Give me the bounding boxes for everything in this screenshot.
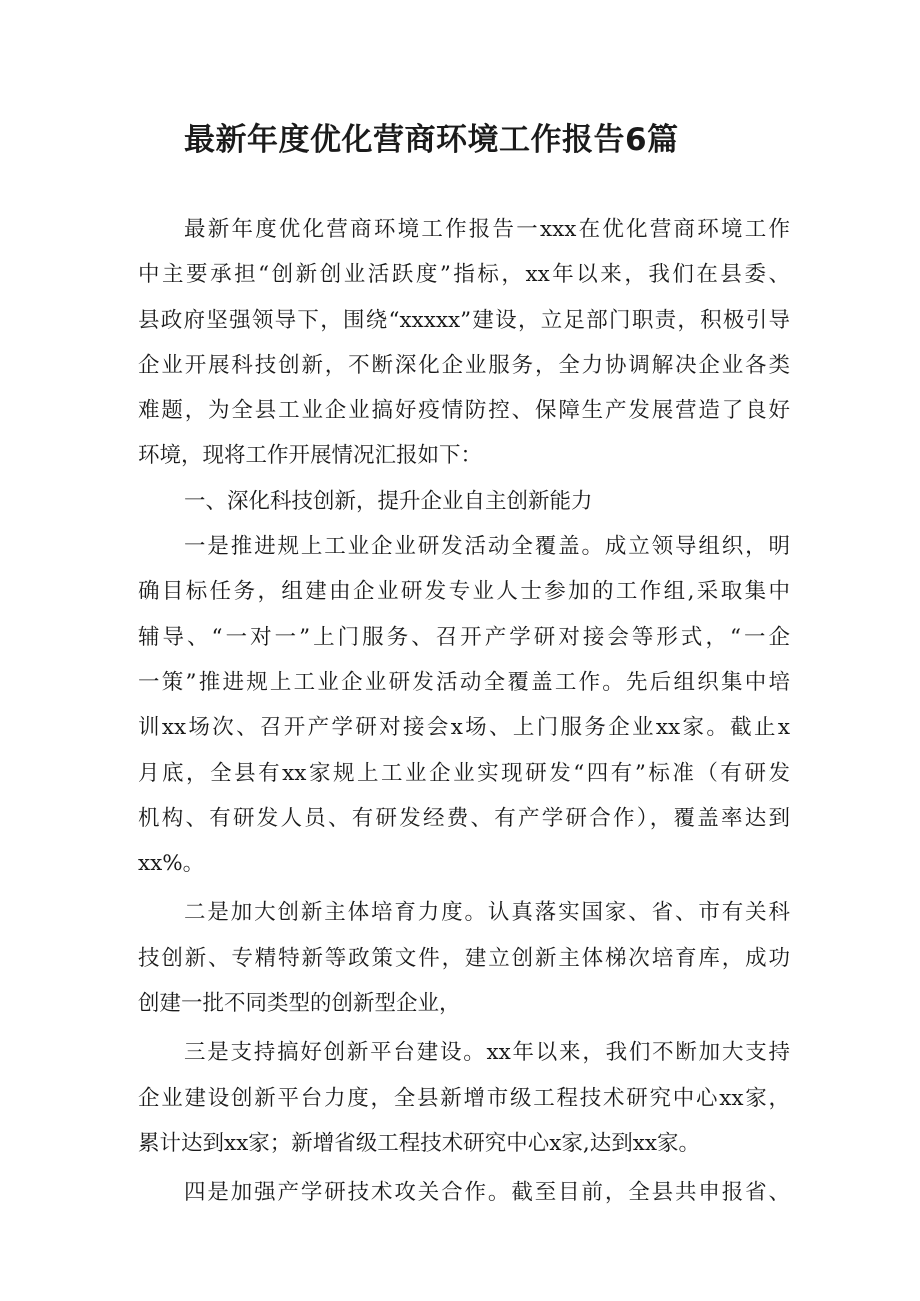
paragraph-line: 三是支持搞好创新平台建设。xx年以来，我们不断加大支持 xyxy=(184,1040,790,1066)
paragraph-line: xx%。 xyxy=(138,851,205,877)
paragraph-line: 确目标任务，组建由企业研发专业人士参加的工作组,采取集中 xyxy=(138,579,790,605)
paragraph-line: 机构、有研发人员、有研发经费、有产学研合作），覆盖率达到 xyxy=(138,805,790,831)
paragraph-line: 二是加大创新主体培育力度。认真落实国家、省、市有关科 xyxy=(184,900,790,926)
paragraph-line: 一是推进规上工业企业研发活动全覆盖。成立领导组织，明 xyxy=(184,534,790,560)
paragraph-line: 创建一批不同类型的创新型企业， xyxy=(138,991,461,1017)
paragraph-line: 最新年度优化营商环境工作报告一xxx在优化营商环境工作 xyxy=(184,217,790,242)
section-heading: 一、深化科技创新，提升企业自主创新能力 xyxy=(184,488,593,514)
paragraph-line: 训xx场次、召开产学研对接会x场、上门服务企业xx家。截止x xyxy=(138,715,790,741)
paragraph-line: 企业开展科技创新，不断深化企业服务，全力协调解决企业各类 xyxy=(138,352,790,378)
paragraph-line: 企业建设创新平台力度，全县新增市级工程技术研究中心xx家， xyxy=(138,1085,790,1111)
paragraph-line: 中主要承担“创新创业活跃度”指标，xx年以来，我们在县委、 xyxy=(138,262,790,288)
paragraph-line: 技创新、专精特新等政策文件，建立创新主体梯次培育库，成功 xyxy=(138,945,790,971)
document-title: 最新年度优化营商环境工作报告6篇 xyxy=(184,122,679,158)
paragraph-line: 一策”推进规上工业企业研发活动全覆盖工作。先后组织集中培 xyxy=(138,669,790,695)
paragraph-line: 环境，现将工作开展情况汇报如下： xyxy=(138,443,483,469)
paragraph-line: 县政府坚强领导下，围绕“xxxxx”建设，立足部门职责，积极引导 xyxy=(138,307,790,333)
paragraph-line: 月底，全县有xx家规上工业企业实现研发“四有”标准（有研发 xyxy=(138,760,790,786)
paragraph-line: 四是加强产学研技术攻关合作。截至目前，全县共申报省、 xyxy=(184,1180,790,1206)
paragraph-line: 难题，为全县工业企业搞好疫情防控、保障生产发展营造了良好 xyxy=(138,398,790,424)
document-body xyxy=(138,207,790,1216)
paragraph-line: 辅导、“一对一”上门服务、召开产学研对接会等形式，“一企 xyxy=(138,624,790,650)
paragraph-line: 累计达到xx家；新增省级工程技术研究中心x家,达到xx家。 xyxy=(138,1130,700,1156)
